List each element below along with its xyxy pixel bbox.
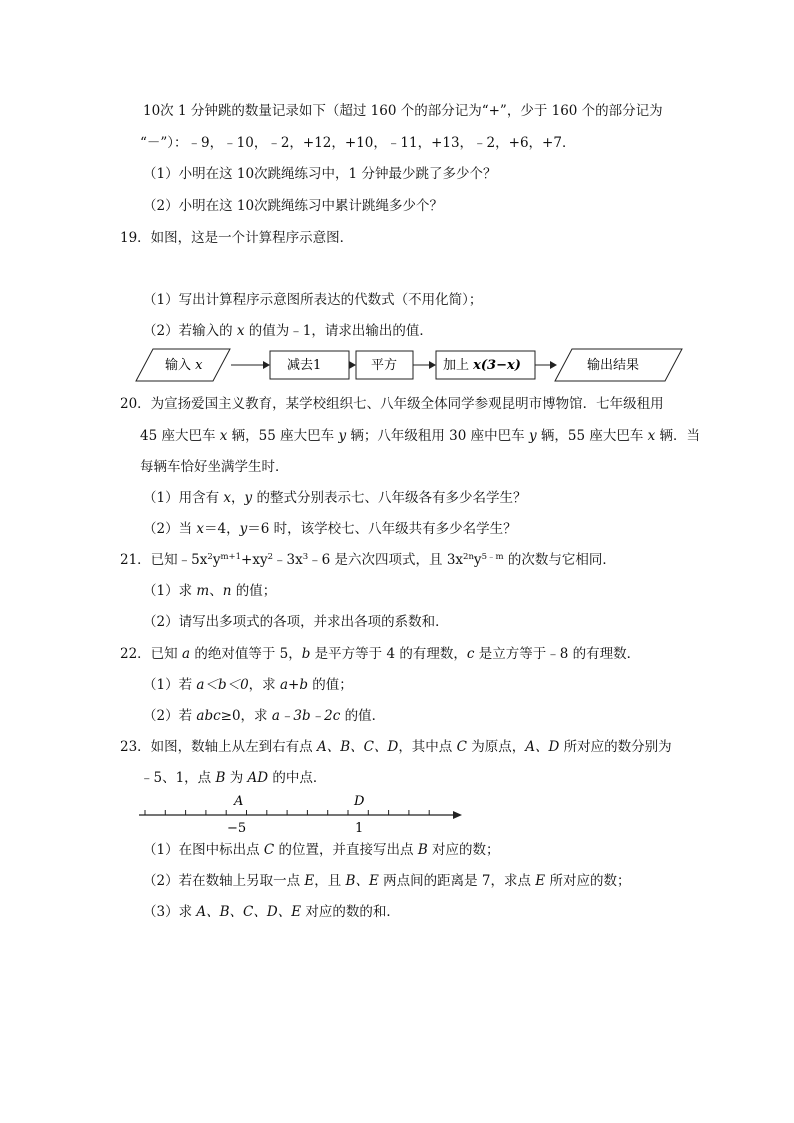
q18-line1: 10次 1 分钟跳的数量记录如下（超过 160 个的部分记为“+”，少于 160 个的部分记为 xyxy=(143,103,663,119)
flow-arrowhead-4 xyxy=(550,361,557,369)
flowchart xyxy=(135,345,695,385)
q18-sub1: （1）小明在这 10次跳绳练习中，1 分钟最少跳了多少个？ xyxy=(143,166,497,182)
q21-sub2: （2）请写出多项式的各项，并求出各项的系数和． xyxy=(143,614,449,630)
q21-stem: 21．已知$﹣5x^2y^{m+1}+xy^2﹣3x^3﹣6$ 是六次四项式，且 $3x^{2n}y^{5﹣m}$ 的次数与它相同． xyxy=(120,552,616,568)
q19-stem: 19．如图，这是一个计算程序示意图． xyxy=(120,230,354,246)
point-label-d: D xyxy=(354,794,365,809)
flow-arrowhead-1 xyxy=(263,361,270,369)
q23-line2: ﹣5、1，点 B 为 AD 的中点． xyxy=(140,770,327,786)
q20-line1: 20．为宣扬爱国主义教育，某学校组织七、八年级全体同学参观昆明市博物馆．七年级租用 xyxy=(120,396,664,412)
q20-sub1: （1）用含有 x，y 的整式分别表示七、八年级各有多少名学生？ xyxy=(143,490,527,506)
q18-sub2: （2）小明在这 10次跳绳练习中累计跳绳多少个？ xyxy=(143,198,444,214)
q21-sub1: （1）求 m、n 的值； xyxy=(143,583,277,599)
number-line-arrow xyxy=(453,811,462,819)
q23-stem: 23．如图，数轴上从左到右有点 A、B、C、D，其中点 C 为原点，A、D 所对应的数分别为 xyxy=(120,739,672,755)
q23-sub1: （1）在图中标出点 C 的位置，并直接写出点 B 对应的数； xyxy=(143,842,500,858)
number-line-ticks xyxy=(145,810,429,815)
flow-arrowhead-3 xyxy=(429,361,436,369)
q22-stem: 22．已知 a 的绝对值等于 5，b 是平方等于 4 的有理数，c 是立方等于﹣8 的有理数． xyxy=(120,646,641,662)
point-label-a: A xyxy=(234,794,244,809)
tick-label-neg5: −5 xyxy=(227,821,247,836)
q23-sub3: （3）求 A、B、C、D、E 对应的数的和． xyxy=(143,904,400,920)
flow-input-label: 输入 x xyxy=(165,358,203,373)
flow-output-label: 输出结果 xyxy=(587,358,640,373)
q20-sub2: （2）当 x＝4，y＝6 时，该学校七、八年级共有多少名学生？ xyxy=(143,521,517,537)
q22-sub2: （2）若 abc≥0，求 a﹣3b﹣2c 的值． xyxy=(143,708,386,724)
q23-sub2: （2）若在数轴上另取一点 E，且 B、E 两点间的距离是 7，求点 E 所对应的数； xyxy=(143,873,631,889)
flow-step3-label: 加上 x(3−x) xyxy=(443,358,521,373)
q19-sub2: （2）若输入的 x 的值为﹣1，请求出输出的值． xyxy=(143,323,433,339)
flow-step1-label: 减去1 xyxy=(287,358,322,373)
tick-label-1: 1 xyxy=(355,821,364,836)
flow-step2-label: 平方 xyxy=(371,358,398,373)
q19-sub1: （1）写出计算程序示意图所表达的代数式（不用化简）； xyxy=(143,292,483,308)
q18-line2: “－”）：﹣9，﹣10，﹣2，+12，+10，﹣11，+13，﹣2，+6，+7． xyxy=(140,135,576,151)
flow-arrowhead-2 xyxy=(349,361,356,369)
q20-line3: 每辆车恰好坐满学生时． xyxy=(140,459,289,475)
q20-line2: 45 座大巴车 x 辆，55 座大巴车 y 辆；八年级租用 30 座中巴车 y 辆，55 座大巴车 x 辆．当 xyxy=(140,428,701,444)
number-line xyxy=(135,790,470,836)
q22-sub1: （1）若 a＜b＜0，求 a+b 的值； xyxy=(143,677,353,693)
